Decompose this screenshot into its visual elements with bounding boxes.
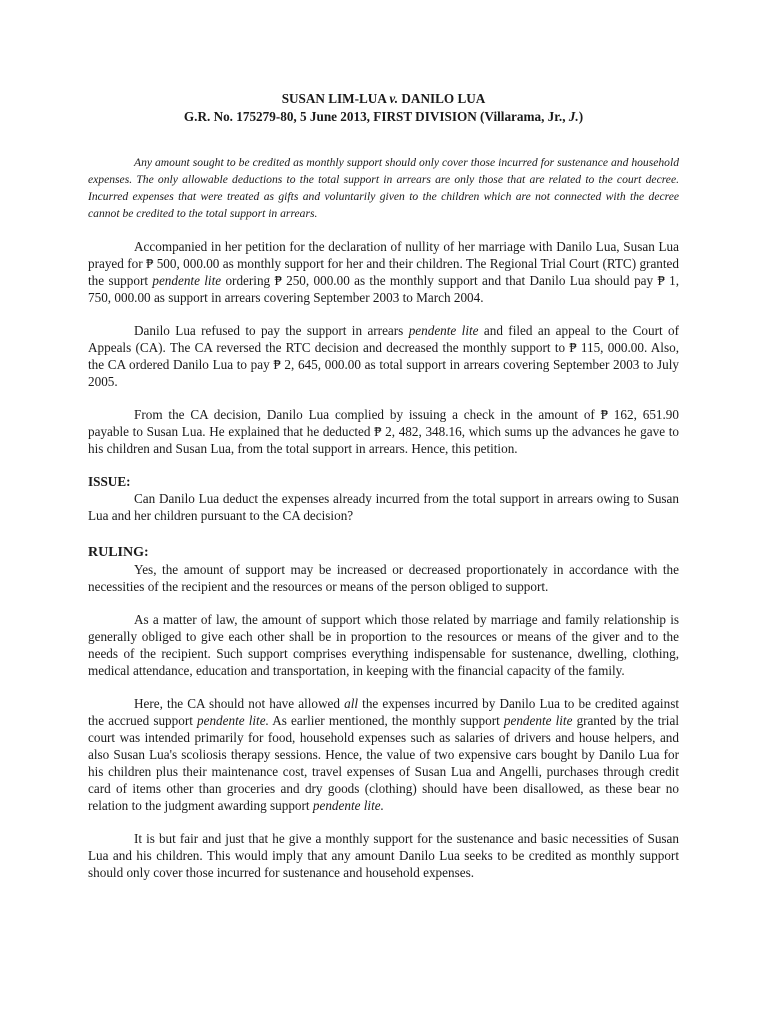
text-run: Accompanied in her petition for the declaration of nullity of her marriage with Danilo Lua, Susan Lua prayed for ₱ 500, 000.00 as monthly support for her and their children. The Regional Trial Court (RTC) granted the support [88, 239, 679, 288]
case-parties-respondent: DANILO LUA [398, 91, 486, 106]
ruling-paragraph-4: It is but fair and just that he give a monthly support for the sustenance and basic necessities of Susan Lua and his children. This would imply that any amount Danilo Lua seeks to be credited as monthly support should only cover those incurred for sustenance and household expenses. [88, 831, 679, 880]
case-parties-petitioner: SUSAN LIM-LUA [281, 91, 390, 106]
italic-run: pendente lite. [197, 713, 269, 728]
italic-run: pendente lite [503, 713, 573, 728]
ruling-paragraph-1: Yes, the amount of support may be increased or decreased proportionately in accordance with the necessities of the recipient and the resources or means of the person obliged to support. [88, 562, 679, 594]
text-run: Danilo Lua refused to pay the support in arrears [134, 323, 409, 338]
facts-paragraph-2 [88, 322, 679, 390]
citation-text: G.R. No. 175279-80, 5 June 2013, FIRST DIVISION (Villarama, Jr., [183, 109, 569, 124]
case-title [88, 90, 679, 108]
italic-run: all [344, 696, 359, 711]
versus-label: v. [389, 91, 399, 106]
text-run: the expenses incurred by Danilo Lua to be credited against the accrued support [88, 696, 679, 728]
text-run: and filed an appeal to the Court of Appeals (CA). The CA reversed the RTC decision and decreased the monthly support to ₱ 115, 000.00. Also, the CA ordered Danilo Lua to pay ₱ 2, 645, 000.00 as total support in arrears covering September 2003 to July 2005. [88, 323, 679, 389]
italic-run: pendente lite [152, 273, 222, 288]
issue-text: Can Danilo Lua deduct the expenses already incurred from the total support in arrears owing to Susan Lua and her children pursuant to the CA decision? [88, 491, 679, 523]
document-page [88, 90, 679, 881]
text-run: As earlier mentioned, the monthly support [268, 713, 504, 728]
ruling-paragraph-2: As a matter of law, the amount of support which those related by marriage and family relationship is generally obliged to give each other shall be in proportion to the resources or means of the giver and to the needs of the recipient. Such support comprises everything indispensable for sustenance, dwelling, clothing, medical attendance, education and transportation, in keeping with the financial capacity of the family. [88, 612, 679, 678]
text-run: Here, the CA should not have allowed [134, 696, 345, 711]
facts-paragraph-3: From the CA decision, Danilo Lua complied by issuing a check in the amount of ₱ 162, 651.90 payable to Susan Lua. He explained that he deducted ₱ 2, 482, 348.16, which sums up the advances he gave to his children and Susan Lua, from the total support in arrears. Hence, this petition. [88, 407, 679, 456]
italic-run: pendente lite. [312, 798, 384, 813]
facts-paragraph-1 [88, 238, 679, 306]
ruling-heading: RULING: [88, 545, 149, 560]
ruling-paragraph-3 [88, 695, 679, 814]
italic-run: pendente lite [408, 323, 479, 338]
case-citation [88, 108, 679, 126]
text-run: granted by the trial court was intended primarily for food, household expenses such as salaries of drivers and house helpers, and also Susan Lua's scoliosis therapy sessions. Hence, the value of two expensive cars bought by Danilo Lua for his children plus their maintenance cost, travel expenses of Susan Lua and Angelli, purchases through credit card of items other than groceries and dry goods (clothing) should have been disallowed, as these bear no relation to the judgment awarding support [88, 713, 679, 813]
citation-close: ) [578, 109, 584, 124]
justice-label: J. [568, 109, 579, 124]
text-run: ordering ₱ 250, 000.00 as the monthly support and that Danilo Lua should pay ₱ 1, 750, 000.00 as support in arrears covering September 2003 to March 2004. [88, 273, 679, 305]
doctrine-summary: Any amount sought to be credited as monthly support should only cover those incurred for sustenance and household expenses. The only allowable deductions to the total support in arrears are only those that are related to the court decree. Incurred expenses that were treated as gifts and voluntarily given to the children which are not connected with the decree cannot be credited to the total support in arrears. [88, 156, 679, 220]
issue-heading: ISSUE: [88, 474, 131, 489]
